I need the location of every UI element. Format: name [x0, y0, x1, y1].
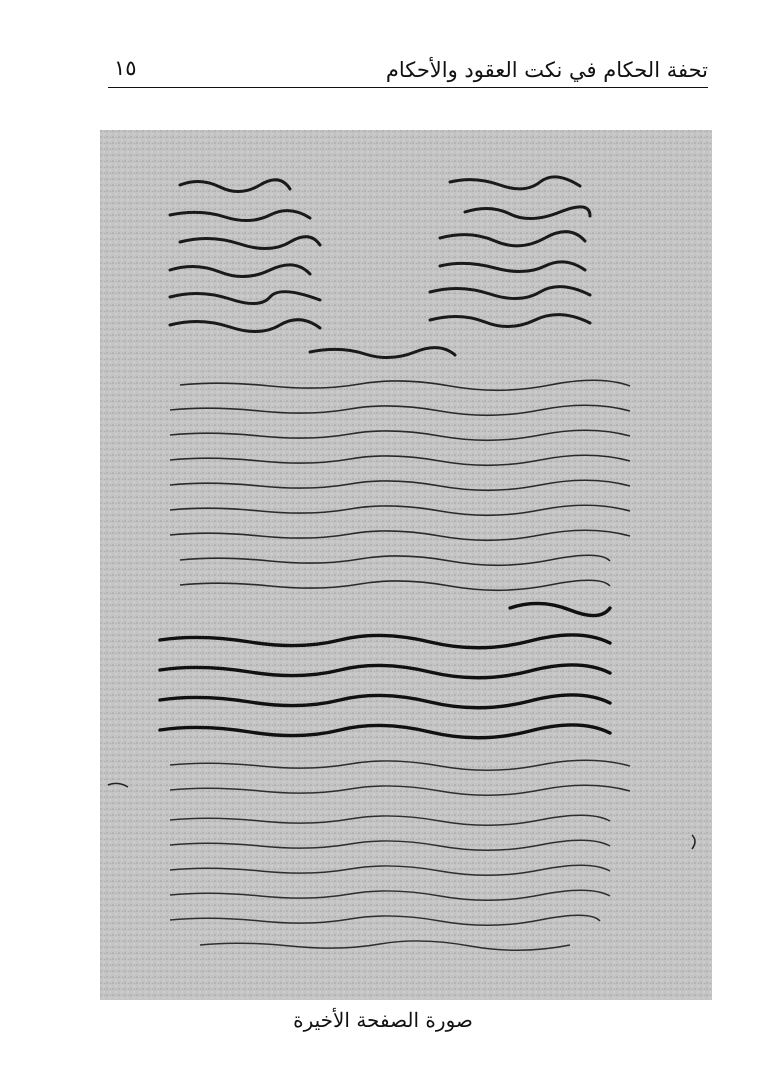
manuscript-image: [100, 130, 712, 1000]
figure-caption: صورة الصفحة الأخيرة: [293, 1008, 473, 1032]
book-title: تحفة الحكام في نكت العقود والأحكام: [385, 58, 708, 82]
running-header: [108, 50, 708, 88]
page-number: ١٥: [114, 56, 137, 80]
header-rule: [108, 87, 708, 89]
